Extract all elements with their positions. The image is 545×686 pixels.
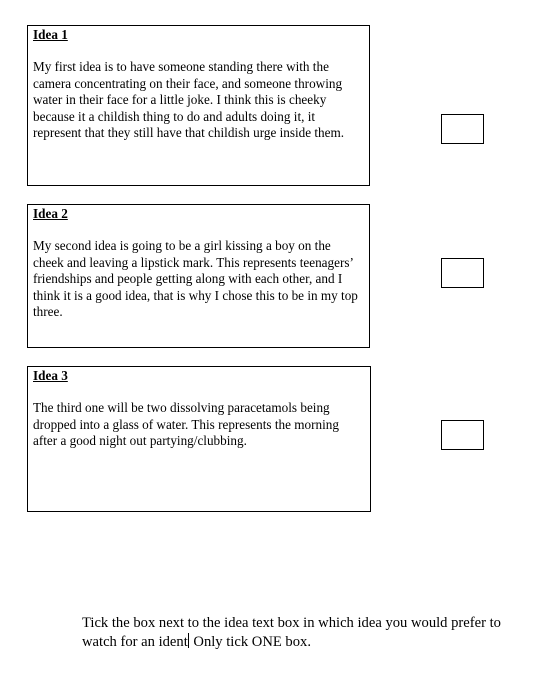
idea-2-box xyxy=(27,204,370,348)
instructions-part-1: Tick the box next to the idea text box in which idea you would prefer to watch for an ident xyxy=(82,615,501,650)
idea-2-tick-box[interactable] xyxy=(441,258,484,288)
idea-1-tick-box[interactable] xyxy=(441,114,484,144)
idea-3-tick-box[interactable] xyxy=(441,420,484,450)
idea-1-box xyxy=(27,25,370,186)
idea-3-title: Idea 3 xyxy=(33,368,68,383)
idea-1-text: My first idea is to have someone standing there with the camera concentrating on their face, and someone throwing water in their face for a little joke. I think this is cheeky because it a childish thing to do and adults doing it, it represent that they still have that childish urge inside them. xyxy=(33,59,345,141)
idea-3-text: The third one will be two dissolving paracetamols being dropped into a glass of water. This represents the morning after a good night out partying/clubbing. xyxy=(33,400,339,449)
idea-1-title: Idea 1 xyxy=(33,27,68,42)
idea-3-box xyxy=(27,366,371,512)
instructions-text xyxy=(82,614,502,652)
text-cursor xyxy=(188,633,189,648)
instructions-part-2: Only tick ONE box. xyxy=(189,634,311,650)
idea-2-text: My second idea is going to be a girl kissing a boy on the cheek and leaving a lipstick mark. This represents teenagers’ friendships and people getting along with each other, and I think it is a good idea, that is why I chose this to be in my top three. xyxy=(33,238,358,320)
idea-2-title: Idea 2 xyxy=(33,206,68,221)
